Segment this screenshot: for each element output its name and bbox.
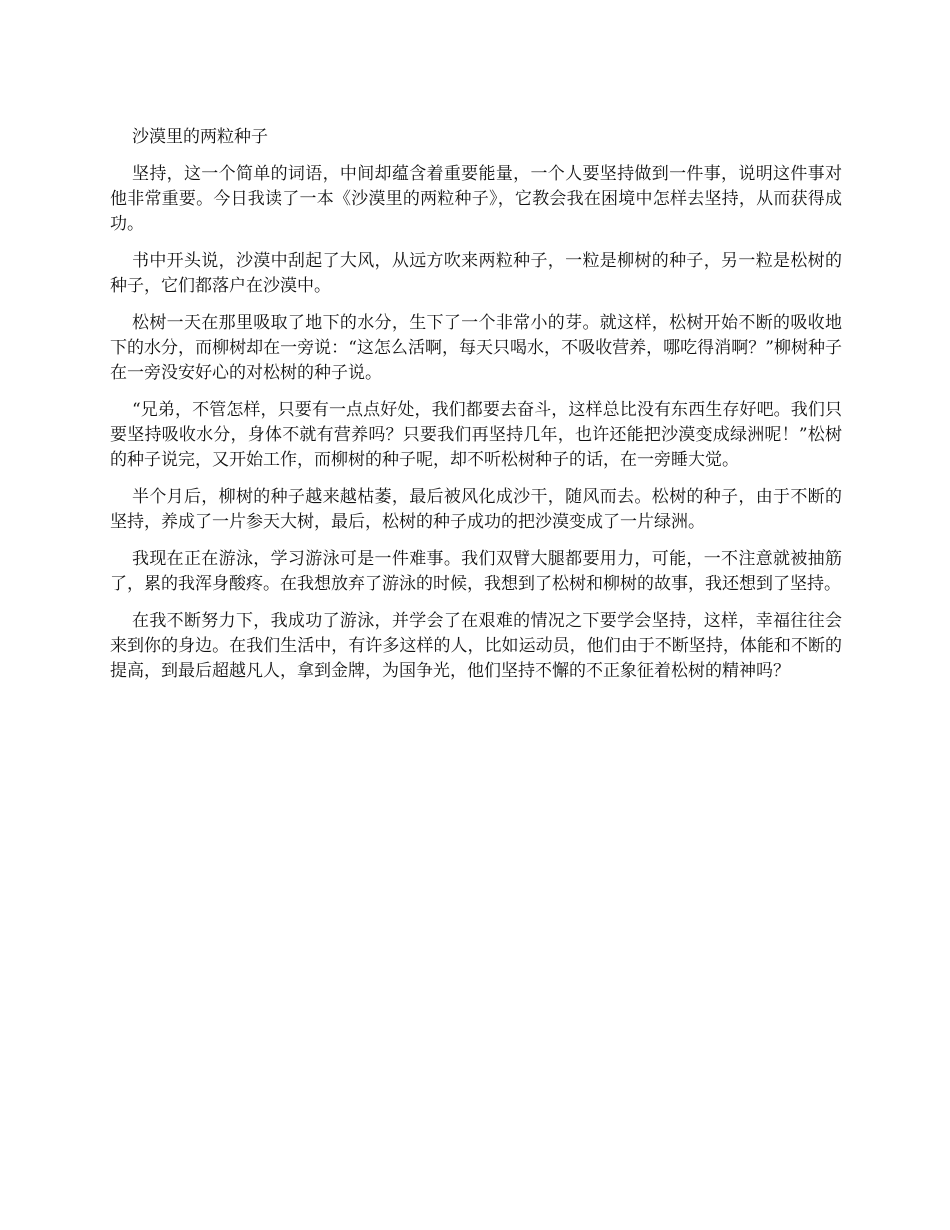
paragraph-5: 半个月后，柳树的种子越来越枯萎，最后被风化成沙干，随风而去。松树的种子，由于不断的坚持，养成了一片参天大树，最后，松树的种子成功的把沙漠变成了一片绿洲。 [110, 487, 842, 532]
paragraph-2: 书中开头说，沙漠中刮起了大风，从远方吹来两粒种子，一粒是柳树的种子，另一粒是松树的种子，它们都落户在沙漠中。 [110, 251, 842, 296]
document-page [110, 124, 842, 696]
paragraph-7: 在我不断努力下，我成功了游泳，并学会了在艰难的情况之下要学会坚持，这样，幸福往往会来到你的身边。在我们生活中，有许多这样的人，比如运动员，他们由于不断坚持，体能和不断的提高，到最后超越凡人，拿到金牌，为国争光，他们坚持不懈的不正象征着松树的精神吗？ [110, 611, 842, 681]
document-title: 沙漠里的两粒种子 [132, 127, 268, 147]
paragraph-4: “兄弟，不管怎样，只要有一点点好处，我们都要去奋斗，这样总比没有东西生存好吧。我们只要坚持吸收水分，身体不就有营养吗？只要我们再坚持几年，也许还能把沙漠变成绿洲呢！”松树的种子说完，又开始工作，而柳树的种子呢，却不听松树种子的话，在一旁睡大觉。 [110, 400, 842, 470]
paragraph-1: 坚持，这一个简单的词语，中间却蕴含着重要能量，一个人要坚持做到一件事，说明这件事对他非常重要。今日我读了一本《沙漠里的两粒种子》，它教会我在困境中怎样去坚持，从而获得成功。 [110, 164, 842, 234]
paragraph-3: 松树一天在那里吸取了地下的水分，生下了一个非常小的芽。就这样，松树开始不断的吸收地下的水分，而柳树却在一旁说：“这怎么活啊，每天只喝水，不吸收营养，哪吃得消啊？”柳树种子在一旁没安好心的对松树的种子说。 [110, 313, 842, 383]
paragraph-6: 我现在正在游泳，学习游泳可是一件难事。我们双臂大腿都要用力，可能，一不注意就被抽筋了，累的我浑身酸疼。在我想放弃了游泳的时候，我想到了松树和柳树的故事，我还想到了坚持。 [110, 549, 842, 594]
